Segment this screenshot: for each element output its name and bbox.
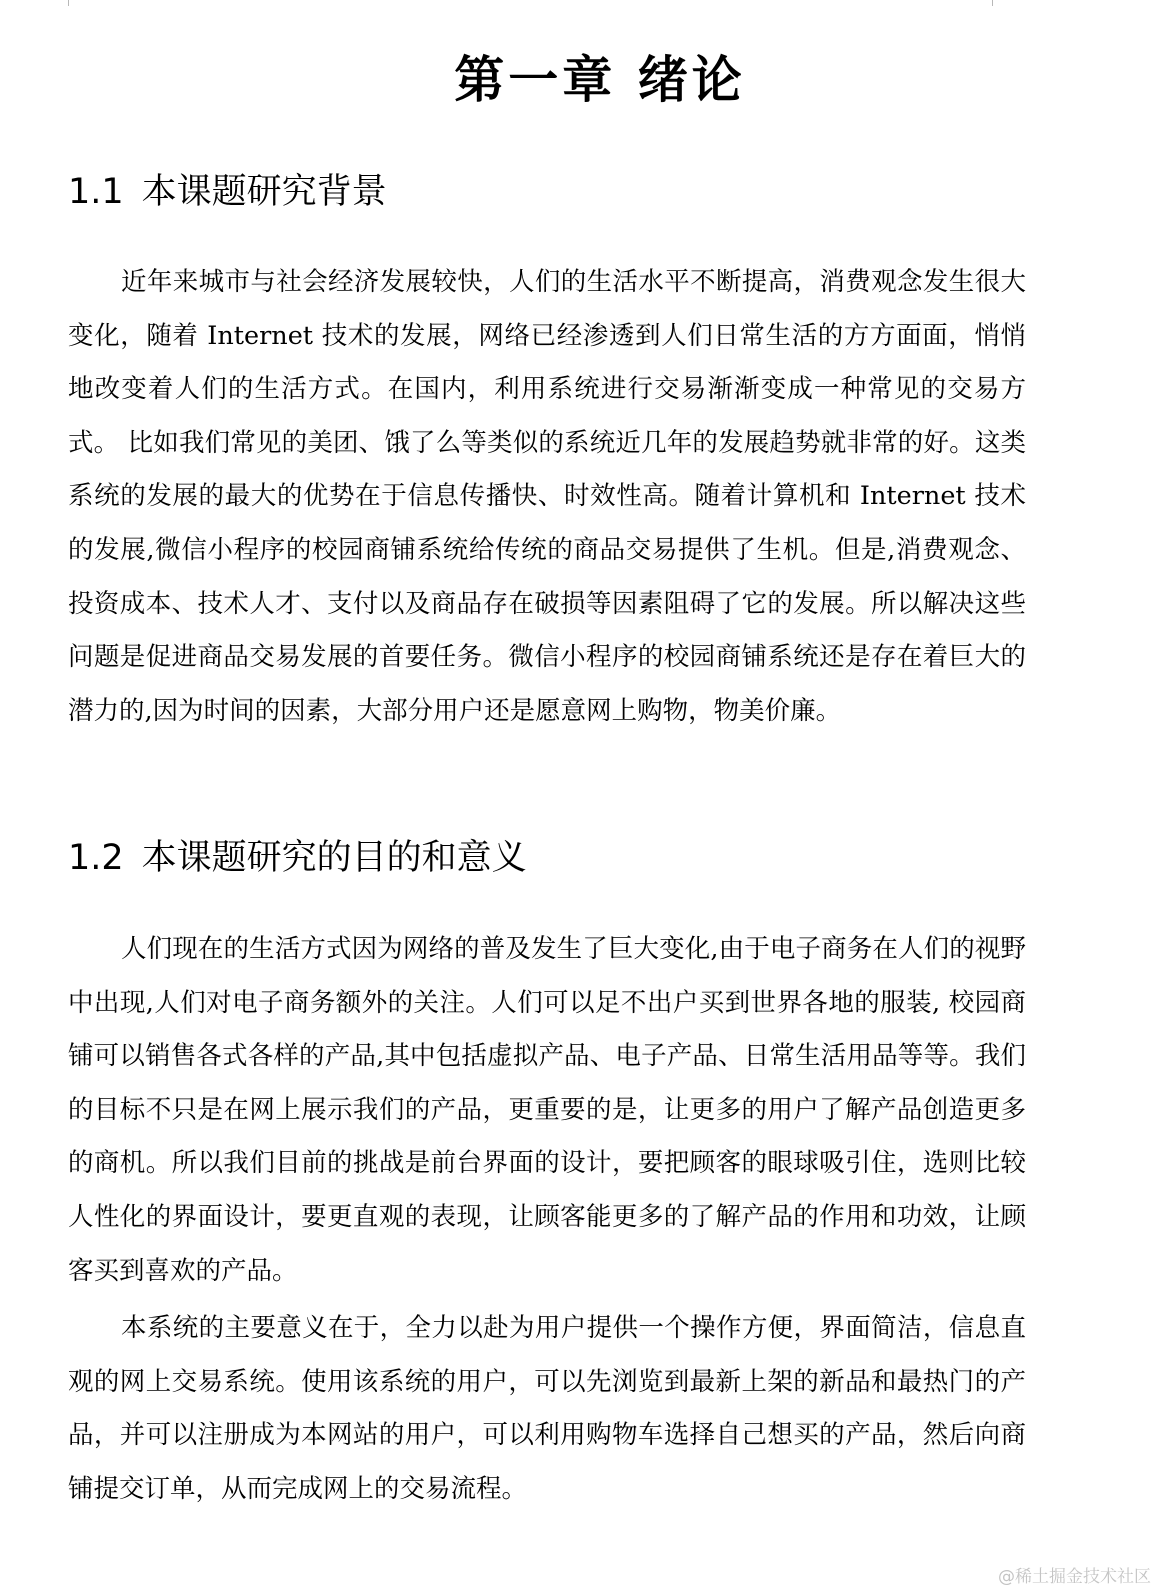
- section-title: 本课题研究的目的和意义: [141, 838, 527, 878]
- section-number: 1.2: [68, 838, 124, 878]
- section-title: 本课题研究背景: [141, 172, 387, 212]
- section-heading-1-2: [68, 836, 527, 880]
- section-heading-1-1: [68, 170, 387, 214]
- watermark: @稀土掘金技术社区: [998, 1567, 1151, 1587]
- body-paragraph: 人们现在的生活方式因为网络的普及发生了巨大变化,由于电子商务在人们的视野中出现,人们对电子商务额外的关注。人们可以足不出户买到世界各地的服装, 校园商铺可以销售各式各样的产品,其中包括虚拟产品、电子产品、日常生活用品等等。我们的目标不只是在网上展示我们的产品，更重要的是，让更多的用户了解产品创造更多的商机。所以我们目前的挑战是前台界面的设计，要把顾客的眼球吸引住，选则比较人性化的界面设计，要更直观的表现，让顾客能更多的了解产品的作用和功效，让顾客买到喜欢的产品。: [68, 934, 1026, 1286]
- page-corner-mark: [28, 0, 69, 6]
- section-number: 1.1: [68, 172, 124, 212]
- body-paragraph: 本系统的主要意义在于，全力以赴为用户提供一个操作方便，界面简洁，信息直观的网上交易系统。使用该系统的用户，可以先浏览到最新上架的新品和最热门的产品，并可以注册成为本网站的用户，可以利用购物车选择自己想买的产品，然后向商铺提交订单，从而完成网上的交易流程。: [68, 1313, 1026, 1504]
- body-paragraph: 近年来城市与社会经济发展较快，人们的生活水平不断提高，消费观念发生很大变化，随着 Internet 技术的发展，网络已经渗透到人们日常生活的方方面面，悄悄地改变着人们的生活方式。在国内，利用系统进行交易渐渐变成一种常见的交易方式。 比如我们常见的美团、饿了么等类似的系统近几年的发展趋势就非常的好。这类系统的发展的最大的优势在于信息传播快、时效性高。随着计算机和 Internet 技术的发展,微信小程序的校园商铺系统给传统的商品交易提供了生机。但是,消费观念、投资成本、技术人才、支付以及商品存在破损等因素阻碍了它的发展。所以解决这些问题是促进商品交易发展的首要任务。微信小程序的校园商铺系统还是存在着巨大的潜力的,因为时间的因素，大部分用户还是愿意网上购物，物美价廉。: [68, 267, 1026, 726]
- page-corner-mark: [992, 0, 1033, 6]
- chapter-title: 第一章 绪论: [454, 50, 746, 109]
